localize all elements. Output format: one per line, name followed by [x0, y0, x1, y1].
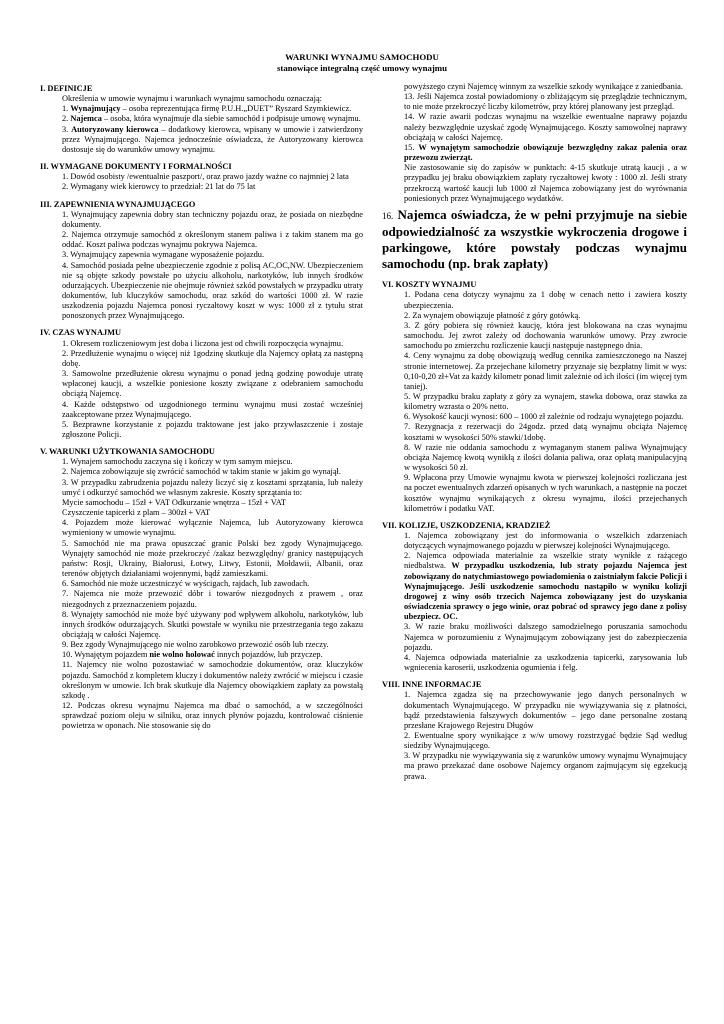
list-item: 1. Podana cena dotyczy wynajmu za 1 dobę w cenach netto i zawiera koszty ubezpieczenia.	[404, 290, 687, 310]
paragraph: powyższego czyni Najemcę winnym za wszelkie szkody wynikające z zaniedbania.	[404, 82, 683, 91]
list-item: 9. Wpłacona przy Umowie wynajmu kwota w pierwszej kolejności rozliczana jest na poczet ewentualnych zdarzeń opisanych w tych warunkach, a następnie na poczet kosztów wynajmu wynikających z okresu wynajmu, ilości przejechanych kilometrów i podatku VAT.	[404, 473, 687, 513]
list-item: 2. Za wynajem obowiązuje płatność z góry gotówką.	[404, 310, 581, 320]
list-item: 3. W przypadku zabrudzenia pojazdu należy liczyć się z kosztami sprzątania, lub należy umyć i odkurzyć samochód we własnym zakresie. Koszty sprzątania to:	[62, 477, 363, 497]
list-item: Mycie samochodu – 15zł + VAT Odkurzanie wnętrza – 15zł + VAT	[62, 497, 286, 507]
document-title	[0, 52, 724, 74]
list-item: 5. Bezprawne korzystanie z pojazdu traktowane jest jako przywłaszczenie i zostaje zgłoszone Policji.	[62, 419, 363, 439]
right-column	[382, 82, 687, 789]
list-item: 3. Wynajmujący zapewnia wymagane wyposażenie pojazdu.	[62, 250, 265, 260]
item-number: 3.	[62, 124, 69, 134]
defined-term: Wynajmujący	[70, 104, 121, 114]
list-item: 1. Wynajem samochodu zaczyna się i kończy w tym samym miejscu.	[62, 457, 293, 467]
defined-term: Najemca	[70, 114, 102, 124]
bold-text: W wynajętym samochodzie obowiązuje bezwzględny zakaz palenia oraz przewozu zwierząt.	[404, 142, 688, 163]
declaration-text: Najemca oświadcza, że w pełni przyjmuje na siebie odpowiedzialność za wszystkie wykroczenia drogowe i parkingowe, które powstały podczas wynajmu samochodu (np. brak zapłaty)	[382, 206, 687, 271]
definition-item	[62, 125, 363, 155]
list-item: 6. Samochód nie może uczestniczyć w wyścigach, rajdach, lub zawodach.	[62, 579, 310, 589]
definition-item	[62, 104, 363, 114]
section-heading: I. DEFINICJE	[40, 84, 93, 93]
list-item: 4. Pojazdem może kierować wyłącznie Najemca, lub Autoryzowany kierowca wymieniony w umowie wynajmu.	[62, 518, 363, 538]
list-item: 1. Dowód osobisty /ewentualnie paszport/, oraz prawo jazdy ważne co najmniej 2 lata	[62, 172, 349, 182]
text-run: 2. Najemca odpowiada materialnie za wszelkie straty wynikłe z rażącego niedbalstwa.	[404, 551, 687, 571]
definition-text: – osoba, która wynajmuje dla siebie samochód i podpisuje umowę wynajmu.	[101, 114, 361, 124]
list-item: 4. Samochód posiada pełne ubezpieczenie zgodnie z polisą AC,OC,NW. Ubezpieczeniem nie są objęte szkody powstałe po użyciu alkoholu, narkotyków, lub innych środków odurzających. Ubezpieczenie nie obejmuje również szkód powstałych w przypadku utraty dokumentów, lub kluczyków samochodu, oraz szkód do wartości 1000 zł. W razie uszkodzenia pojazdu Najemca ponosi ryczałtowy koszt w wys: 1000 zł z tytułu strat ponoszonych przez Wynajmującego.	[62, 260, 363, 321]
title-line-1: WARUNKI WYNAJMU SAMOCHODU	[285, 52, 439, 62]
list-item: 1. Najemca zobowiązany jest do informowania o wszelkich zdarzeniach dotyczących wynajmowanego pojazdu w pierwszej kolejności Wynajmującego.	[404, 531, 687, 551]
list-item	[62, 650, 363, 660]
list-item: 8. W razie nie oddania samochodu z wymaganym stanem paliwa Wynajmujący obciąża Najemcę kwotą wynikłą z ilości dolania paliwa, oraz opłatą manipulacyjną w wysokości 50 zł.	[404, 442, 687, 473]
definition-text: – osoba reprezentująca firmę P.U.H.„DUET” Ryszard Szymkiewicz.	[120, 104, 352, 114]
item-number: 1.	[62, 104, 69, 114]
list-item: 6. Wysokość kaucji wynosi: 600 – 1000 zł zależnie od rodzaju wynajętego pojazdu.	[404, 412, 684, 422]
list-item: 2. Najemca zobowiązuje się zwrócić samochód w takim stanie w jakim go wynajął.	[62, 467, 341, 477]
section-definitions	[40, 84, 363, 155]
definition-text: – dodatkowy kierowca, wpisany w umowie i zatwierdzony przez Wynajmującego. Najemca jednocześnie oświadcza, że Autoryzowany kierowca dostosuje się do warunków umowy wynajmu.	[62, 124, 364, 154]
list-item: 7. Najemca nie może przewozić dóbr i towarów niezgodnych z prawem , oraz niezgodnych z przeznaczeniem pojazdu.	[62, 589, 363, 609]
section-usage-continued	[382, 82, 687, 271]
section-rental-time	[40, 328, 363, 440]
section-costs	[382, 280, 687, 514]
list-item: 3. Z góry pobiera się również kaucję, która jest blokowana na czas wynajmu samochodu. Jej zwrot zależy od dochowania warunków umowy. Przy zwrocie samochodu po zmierzchu rozliczenie kaucji następuje następnego dnia.	[404, 320, 687, 351]
list-item: 4. Ceny wynajmu za dobę obowiązują według cennika zamieszczonego na Naszej stronie internetowej. Za przejechane kilometry przyznaje się bezpłatny limit w wys: 0,10-0,20 zł+Vat za każdy kilometr ponad limit zależnie od ich ilości (im więcej tym taniej).	[404, 351, 687, 391]
defined-term: Autoryzowany kierowca	[71, 124, 159, 134]
list-item: 12. Podczas okresu wynajmu Najemca ma dbać o samochód, a w szczególności sprawdzać poziom oleju w silniku, oraz innych płynów pojazdu, kontrolować ciśnienie powietrza w oponach. Nie stosowanie się do	[62, 701, 363, 731]
section-collisions	[382, 521, 687, 673]
section-heading: II. WYMAGANE DOKUMENTY I FORMALNOŚCI	[40, 162, 232, 172]
list-item: 4. Każde odstępstwo od uzgodnionego terminu wynajmu musi zostać wcześniej zaakceptowane przez Wynajmującego.	[62, 399, 363, 419]
bold-text: nie wolno holować	[149, 650, 215, 660]
left-column	[40, 84, 363, 739]
list-item: 11. Najemcy nie wolno pozostawiać w samochodzie dokumentów, oraz kluczyków pojazdu. Samochód z kompletem kluczy i dokumentów należy zwrócić w miejscu i czasie określonym w umowie. Ich brak skutkuje dla Najemcy obowiązkiem zapłaty za powstałą szkodę .	[62, 660, 363, 700]
list-item: 7. Rezygnacja z rezerwacji do 24godz. przed datą wynajmu obciąża Najemcę kosztami w wysokości 50% stawki/1dobę.	[404, 422, 687, 442]
list-item: 2. Ewentualne spory wynikające z w/w umowy rozstrzygać będzie Sąd według siedziby Wynajmującego.	[404, 730, 687, 751]
list-item: 1. Najemca zgadza się na przechowywanie jego danych personalnych w dokumentach Wynajmującego. W przypadku nie wywiązywania się z płatności, bądź przedstawienia fałszywych dokumentów – jego dane personalne zostaną przesłane Krajowego Rejestru Długów	[404, 690, 687, 730]
text-run: innych pojazdów, lub przyczep.	[214, 650, 323, 660]
list-item: 2. Wymagany wiek kierowcy to przedział: 21 lat do 75 lat	[62, 182, 256, 192]
list-item: 4. Najemca odpowiada materialnie za uszkodzenia tapicerki, zarysowania lub wgniecenia karoserii, uszkodzenia ogumienia i felg.	[404, 652, 687, 673]
list-item: 5. W przypadku braku zapłaty z góry za wynajem, stawka dobowa, oraz stawka za kilometry wzrasta o 20% netto.	[404, 391, 687, 412]
paragraph: Określenia w umowie wynajmu i warunkach wynajmu samochodu oznaczają:	[62, 94, 322, 104]
item-number: 16.	[382, 210, 394, 221]
section-heading: VII. KOLIZJE, USZKODZENIA, KRADZIEŻ	[382, 520, 551, 530]
item-number: 2.	[62, 114, 69, 124]
section-heading: VIII. INNE INFORMACJE	[382, 680, 482, 690]
list-item	[404, 551, 687, 622]
section-other-info	[382, 680, 687, 782]
section-heading: VI. KOSZTY WYNAJMU	[382, 280, 477, 290]
list-item: 3. W razie braku możliwości dalszego samodzielnego poruszania samochodu Najemca w porozumieniu z Wynajmującym zobowiązany jest do zabezpieczenia pojazdu.	[404, 622, 687, 652]
list-item: Nie zastosowanie się do zapisów w punktach: 4-15 skutkuje utratą kaucji , a w przypadku jej braku obowiązkiem zapłaty ryczałtowej kwoty : 1000 zł. Jeśli straty przekroczą wartość kaucji lub 1000 zł Najemca zobowiązany jest do wyrównania poniesionych przez Wynajmującego wydatków.	[404, 163, 687, 203]
list-item: Czyszczenie tapicerki z plam – 300zł + VAT	[62, 508, 211, 518]
declaration-item	[382, 207, 687, 271]
list-item: 2. Najemca otrzymuje samochód z określonym stanem paliwa i z takim stanem ma go oddać. Koszt paliwa podczas wynajmu pokrywa Najemca.	[62, 230, 363, 250]
list-item: 1. Okresem rozliczeniowym jest doba i liczona jest od chwili rozpoczęcia wynajmu.	[62, 338, 344, 348]
section-heading: III. ZAPEWNIENIA WYNAJMUJĄCEGO	[40, 199, 196, 209]
list-item: 5. Samochód nie ma prawa opuszczać granic Polski bez zgody Wynajmującego. Wynajęty samochód nie może przekroczyć /zakaz bezwzględny/ granicy następujących państw: Rosji, Ukrainy, Białorusi, Łotwy, Litwy, Estonii, Mołdawii, Albanii, oraz terenów objętych działaniami wojennymi, bądź zamieszkami.	[62, 538, 363, 579]
text-run: 10. Wynajętym pojazdem	[62, 650, 150, 660]
bold-text: W przypadku uszkodzenia, lub straty pojazdu Najemca jest zobowiązany do natychmiastowego powiadomienia o zaistniałym fakcie Policji i Wynajmującego. Jeśli uszkodzenie samochodu nastąpiło w wyniku kolizji drogowej z winy osób trzecich Najemca zobowiązany jest do uzyskania oświadczenia sprawcy o jego winie, oraz pobrać od sprawcy jego dane z polisy ubezpiecz. OC.	[404, 561, 688, 622]
section-usage-conditions	[40, 447, 363, 731]
list-item: 2. Przedłużenie wynajmu o więcej niż 1godzinę skutkuje dla Najemcy opłatą za następną dobę.	[62, 348, 363, 368]
list-item: 9. Bez zgody Wynajmującego nie wolno zarobkowo przewozić osób lub rzeczy.	[62, 640, 329, 650]
section-documents	[40, 162, 363, 192]
list-item: 3. W przypadku nie wywiązywania się z warunków umowy wynajmu Wynajmujący ma prawo przekazać dane osobowe Najemcy organom zajmującym się egzekucją prawa.	[404, 751, 687, 781]
list-item: 3. Samowolne przedłużenie okresu wynajmu o ponad jedną godzinę powoduje utratę wpłaconej kaucji, a wszelkie poniesione koszty związane z odebraniem samochodu obciążą Najemcę.	[62, 369, 363, 399]
list-item: 13. Jeśli Najemca został powiadomiony o zbliżającym się przeglądzie technicznym, to nie może przekroczyć liczby kilometrów, przy której planowany jest przegląd.	[404, 92, 687, 112]
section-heading: V. WARUNKI UŻYTKOWANIA SAMOCHODU	[40, 447, 215, 457]
title-line-2: stanowiące integralną część umowy wynajmu	[276, 63, 448, 73]
section-assurances	[40, 200, 363, 322]
section-heading: IV. CZAS WYNAJMU	[40, 328, 122, 338]
definition-item	[62, 114, 363, 124]
list-item: 14. W razie awarii podczas wynajmu na wszelkie ewentualne naprawy pojazdu należy bezwzględnie uzyskać zgodę Wynajmującego. Koszty samowolnej naprawy obciążają w całości Najemcę.	[404, 112, 687, 142]
text-run: 15.	[404, 142, 419, 152]
list-item	[404, 143, 687, 163]
list-item: 1. Wynajmujący zapewnia dobry stan techniczny pojazdu oraz, że posiada on niezbędne dokumenty.	[62, 209, 363, 229]
list-item: 8. Wynajęty samochód nie może być używany pod wpływem alkoholu, narkotyków, lub innych środków odurzających. Skutki powstałe w wyniku nie przestrzegania tego zakazu obciążają w całości Najemcę.	[62, 609, 363, 639]
